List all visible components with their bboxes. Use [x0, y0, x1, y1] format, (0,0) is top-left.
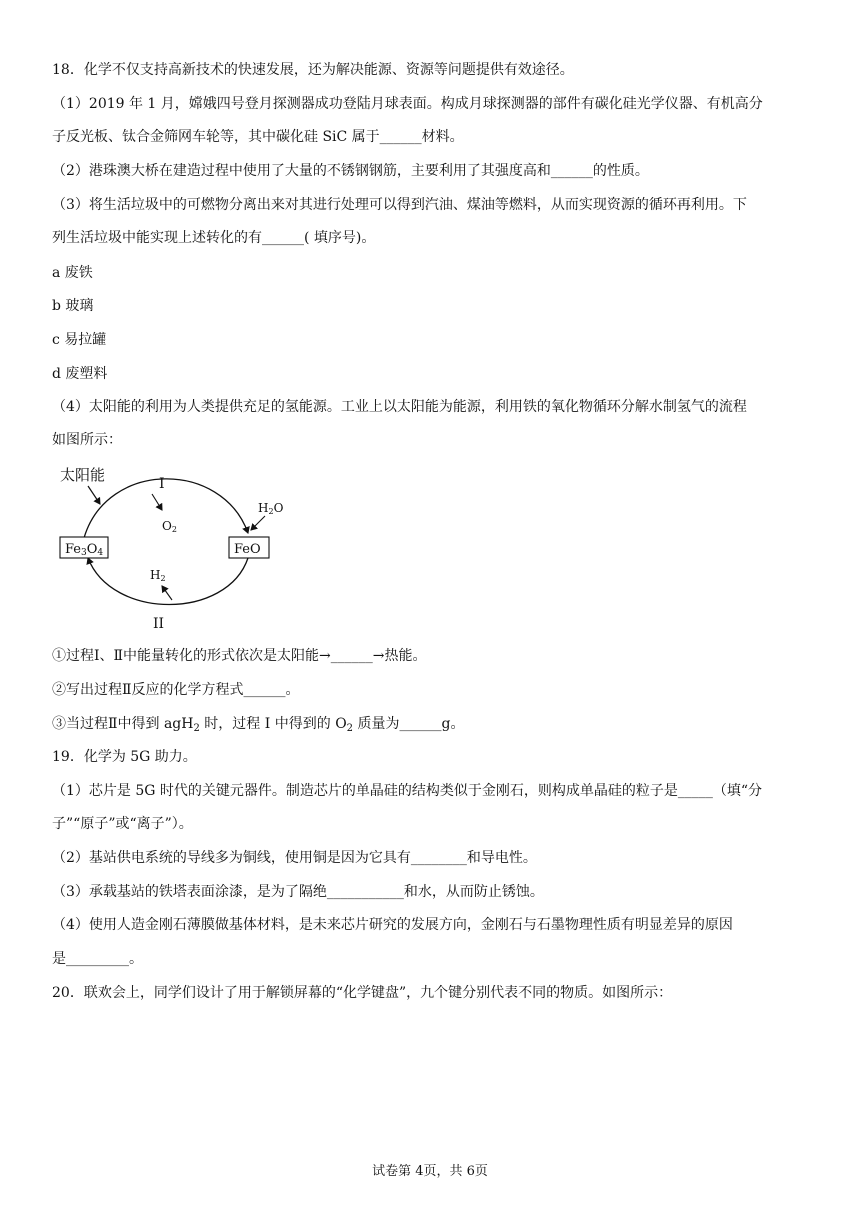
h2-arrow	[162, 586, 172, 600]
solar-arrow	[88, 486, 100, 504]
h2o-label: H2O	[258, 501, 284, 516]
q19-part4-line2: 是_________。	[52, 951, 143, 967]
q19-part1-line2: 子”“原子”或“离子”）。	[52, 816, 193, 832]
q18-part3-line2: 列生活垃圾中能实现上述转化的有______( 填序号)。	[52, 230, 376, 246]
q18-sub3: ③当过程Ⅱ中得到 agH$_2$ 时，过程 I 中得到的 $O_2$ 质量为______g。	[52, 716, 465, 734]
fe3o4-label: Fe3O4	[65, 542, 104, 558]
q19-part4-line1: （4）使用人造金刚石薄膜做基体材料，是未来芯片研究的发展方向，金刚石与石墨物理性质有明显差异的原因	[52, 917, 733, 933]
q20-stem: 20．联欢会上，同学们设计了用于解锁屏幕的“化学键盘”，九个键分别代表不同的物质。如图所示：	[52, 985, 673, 1001]
q18-sub1: ①过程Ⅰ、Ⅱ中能量转化的形式依次是太阳能→______→热能。	[52, 648, 427, 664]
o2-arrow	[152, 494, 162, 510]
q18-part1-line1: （1）2019 年 1 月，嫦娥四号登月探测器成功登陆月球表面。构成月球探测器的部件有碳化硅光学仪器、有机高分	[52, 96, 763, 112]
q18-stem: 18．化学不仅支持高新技术的快速发展，还为解决能源、资源等问题提供有效途径。	[52, 62, 574, 78]
q18-part3-line1: （3）将生活垃圾中的可燃物分离出来对其进行处理可以得到汽油、煤油等燃料，从而实现资源的循环再利用。下	[52, 197, 747, 213]
q18-part1-line2: 子反光板、钛合金筛网车轮等，其中碳化硅 SiC 属于______材料。	[52, 129, 464, 145]
q19-part1-line1: （1）芯片是 5G 时代的关键元器件。制造芯片的单晶硅的结构类似于金刚石，则构成单晶硅的粒子是_____（填“分	[52, 783, 763, 799]
cycle-lower-arc	[88, 558, 248, 605]
q19-part3: （3）承载基站的铁塔表面涂漆，是为了隔绝___________和水，从而防止锈蚀。	[52, 884, 544, 900]
q18-option-c: c 易拉罐	[52, 332, 107, 348]
q18-option-a: a 废铁	[52, 265, 93, 281]
q18-part4-line1: （4）太阳能的利用为人类提供充足的氢能源。工业上以太阳能为能源，利用铁的氧化物循环分解水制氢气的流程	[52, 399, 747, 415]
q18-option-d: d 废塑料	[52, 366, 108, 382]
q18-option-b: b 玻璃	[52, 298, 94, 314]
q18-part4-line2: 如图所示：	[52, 432, 122, 448]
feo-label: FeO	[234, 542, 261, 557]
q18-sub2: ②写出过程Ⅱ反应的化学方程式______。	[52, 682, 300, 698]
iron-oxide-cycle-diagram	[52, 458, 302, 636]
diagram-solar-label: 太阳能	[60, 466, 106, 484]
q19-part2: （2）基站供电系统的导线多为铜线，使用铜是因为它具有________和导电性。	[52, 850, 537, 866]
h2o-arrow	[251, 516, 265, 530]
o2-label: O2	[162, 519, 177, 534]
h2-label: H2	[150, 568, 166, 583]
q18-part2: （2）港珠澳大桥在建造过程中使用了大量的不锈钢钢筋，主要利用了其强度高和______的性质。	[52, 163, 649, 179]
page-footer: 试卷第 4页，共 6页	[372, 1164, 488, 1179]
step-2-label: II	[153, 616, 165, 632]
step-1-label: I	[159, 476, 165, 492]
q19-stem: 19．化学为 5G 助力。	[52, 749, 197, 765]
